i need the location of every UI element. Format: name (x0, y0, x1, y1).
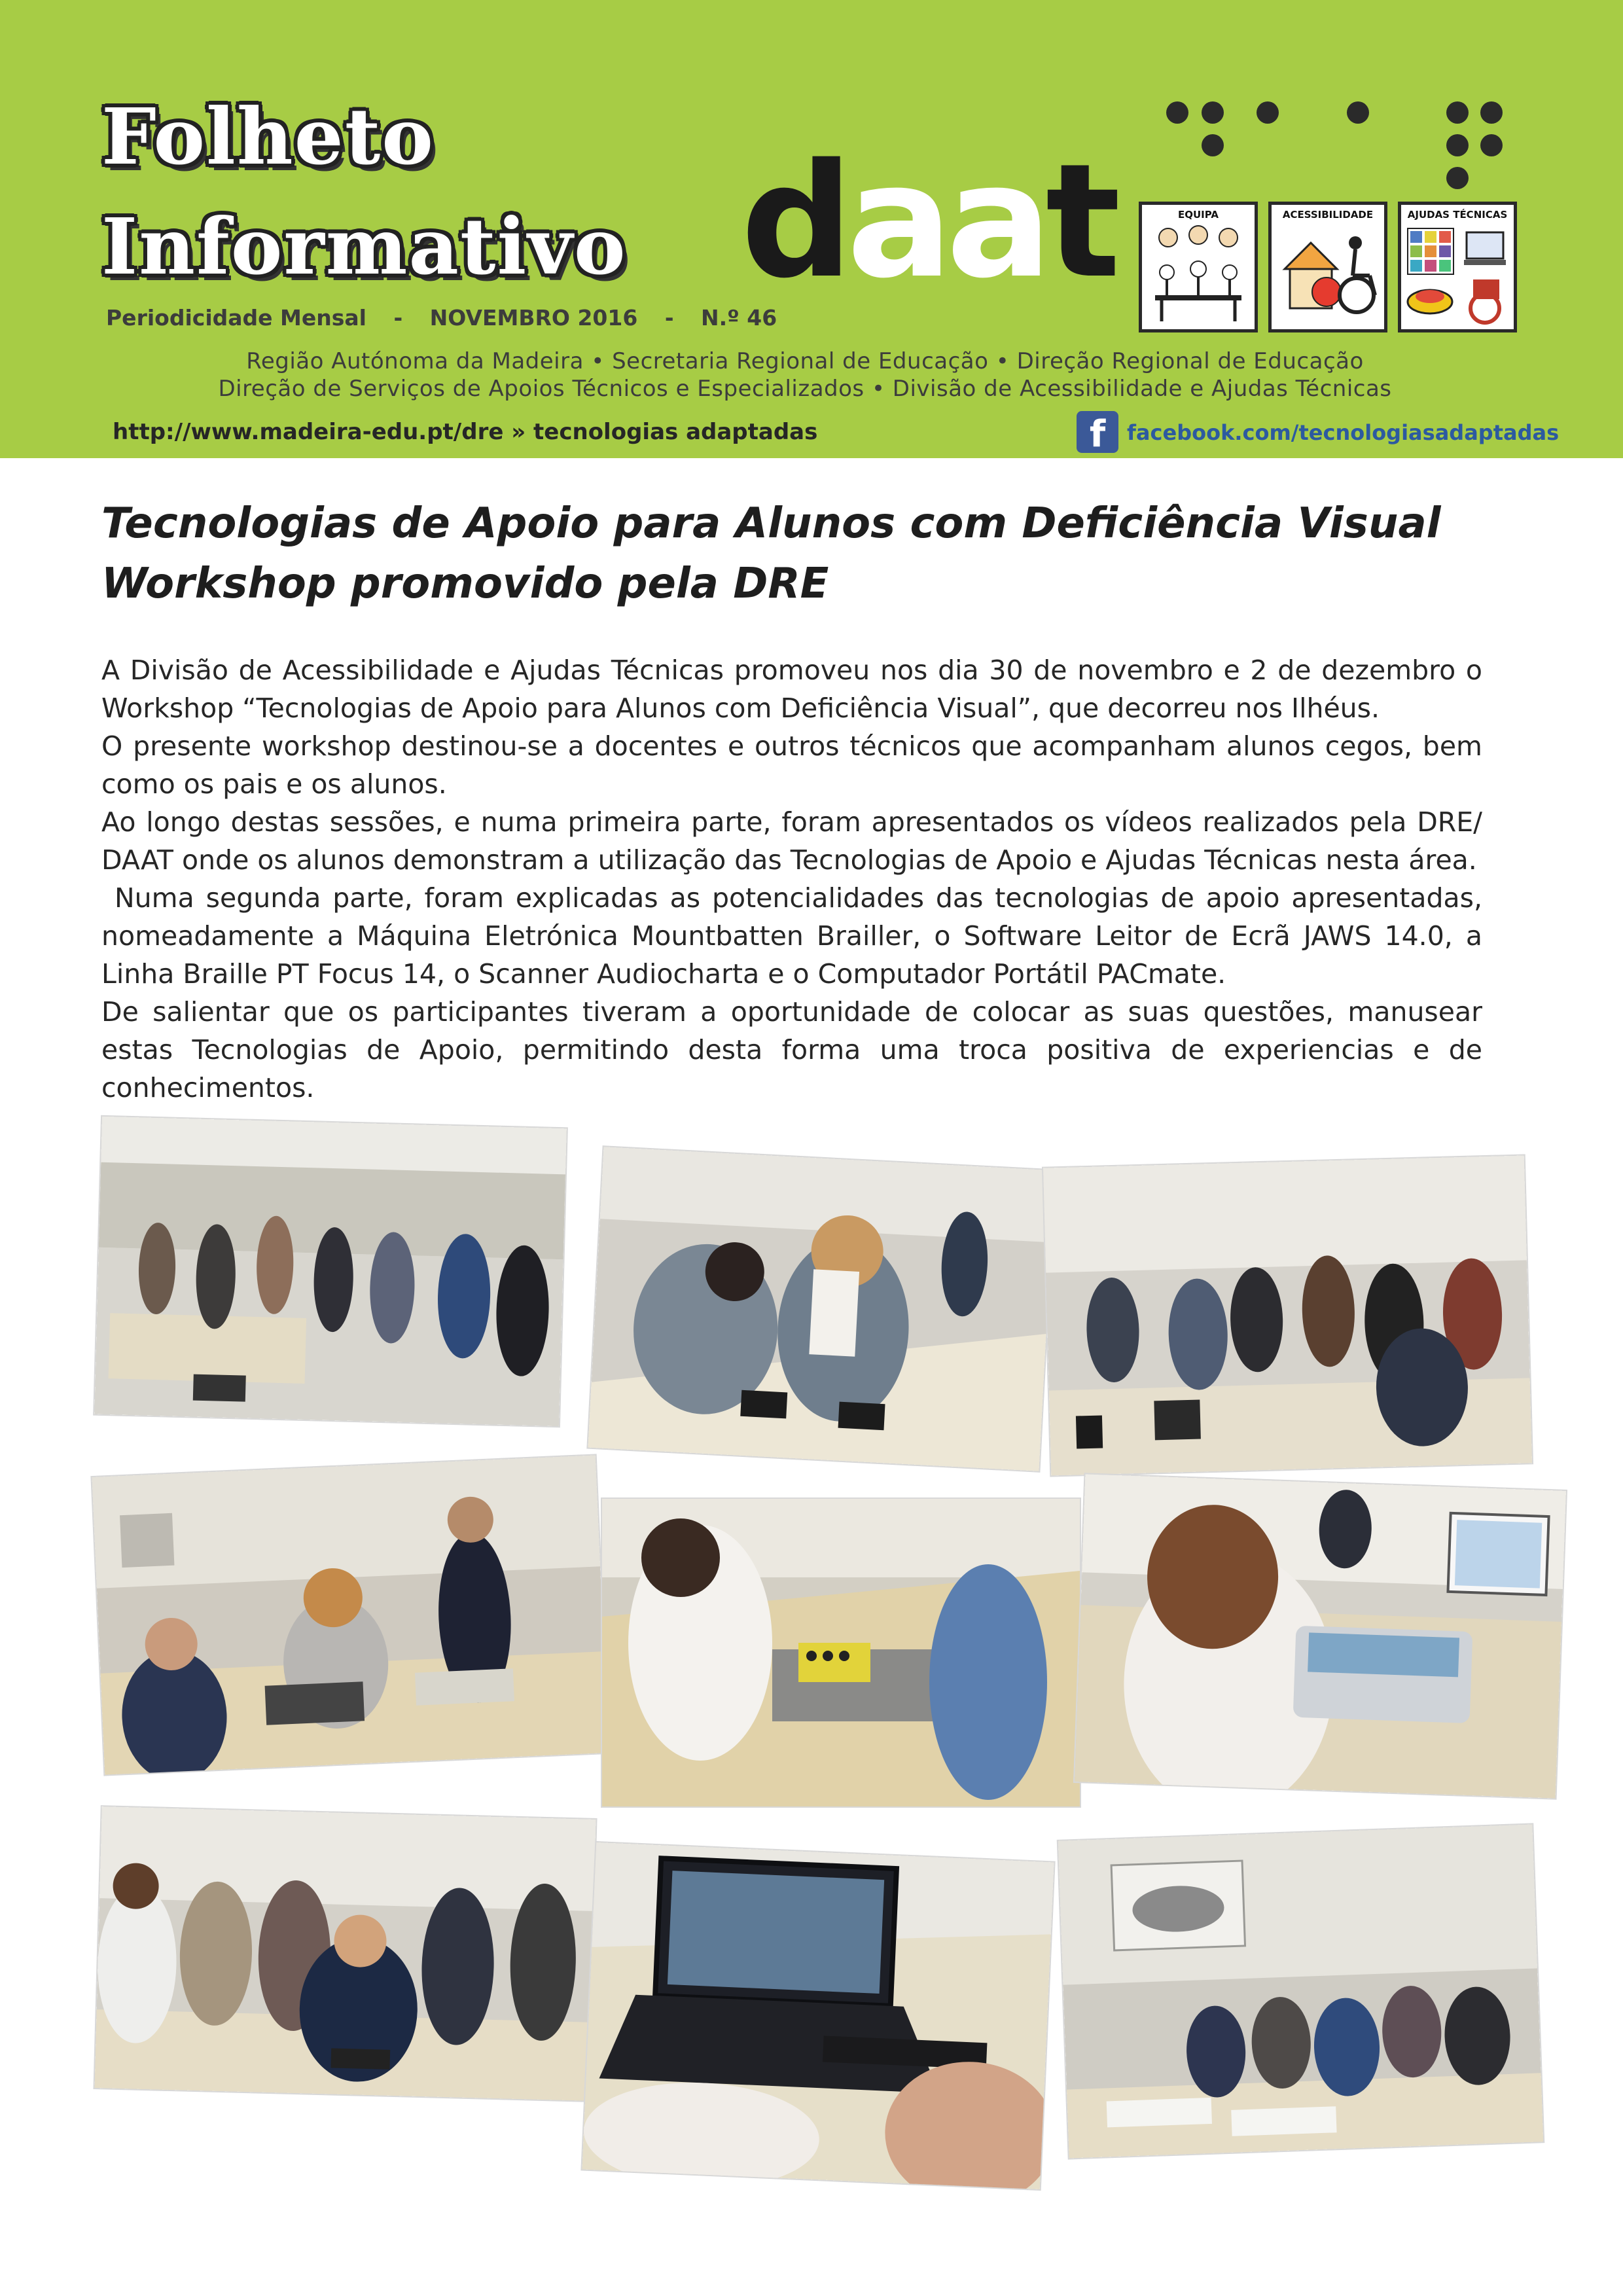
periodicity-line (106, 305, 796, 331)
photo-group-seated (1043, 1155, 1532, 1475)
facebook-link[interactable]: facebook.com/tecnologiasadaptadas (1127, 420, 1560, 445)
separator: - (664, 305, 674, 331)
panel-equipa: EQUIPA (1139, 202, 1258, 332)
photo-projection-audience (1058, 1824, 1543, 2158)
article-paragraph: Numa segunda parte, foram explicadas as potencialidades das tecnologias de apoio apresentadas, nomeadamente a Máquina Eletrónica Mountbatten Brailler, o Software Leitor de Ecrã JAWS 14.0, a Linha Braille PT Focus 14, o Scanner Audiocharta e o Computador Portátil PACmate. (101, 882, 1482, 990)
facebook-icon[interactable]: f (1077, 411, 1118, 453)
panel-ajudas-tecnicas: AJUDAS TÉCNICAS (1398, 202, 1517, 332)
photo-women-at-table (588, 1147, 1054, 1471)
separator: - (393, 305, 403, 331)
team-icon (1142, 223, 1255, 329)
photo-group-standing (94, 1117, 567, 1426)
article-title-line-1: Tecnologias de Apoio para Alunos com Deficiência Visual (101, 499, 1441, 548)
daat-logo: daat (741, 130, 1115, 313)
panel-acessibilidade: ACESSIBILIDADE (1268, 202, 1387, 332)
photo-laptop-braille-line (582, 1842, 1054, 2189)
article-paragraph: De salientar que os participantes tiveram a oportunidade de colocar as suas questões, manusear estas Tecnologias de Apoio, permitindo desta forma uma troca positiva de experiencias e de conhecimentos. (101, 996, 1482, 1103)
article-paragraph: Ao longo destas sessões, e numa primeira parte, foram apresentados os vídeos realizados pela DRE/ DAAT onde os alunos demonstram a utilização das Tecnologias de Apoio e Ajudas Técnicas nesta área. (101, 806, 1482, 876)
technical-aids-icon (1401, 223, 1514, 329)
photo-brailler-demo (92, 1455, 608, 1774)
organizations-line-1: Região Autónoma da Madeira • Secretaria Regional de Educação • Direção Regional de Educação (246, 348, 1364, 374)
article-paragraph: A Divisão de Acessibilidade e Ajudas Técnicas promoveu nos dia 30 de novembro e 2 de dezembro o Workshop “Tecnologias de Apoio para Alunos com Deficiência Visual”, que decorreu nos Ilhéus. (101, 655, 1482, 724)
photo-participants-smiling (95, 1806, 596, 2101)
accessibility-icon (1272, 223, 1384, 329)
photo-hands-on-brailler (602, 1499, 1080, 1806)
brand-title-line-2: Informativo (101, 201, 627, 292)
organizations-line-2: Direção de Serviços de Apoios Técnicos e Especializados • Divisão de Acessibilidade e Ajudas Técnicas (218, 376, 1392, 402)
article-body (101, 651, 1482, 1107)
article-title-line-2: Workshop promovido pela DRE (101, 560, 829, 608)
edition-month: NOVEMBRO 2016 (429, 305, 638, 331)
brand-title-line-1: Folheto (101, 91, 435, 182)
article-paragraph: O presente workshop destinou-se a docentes e outros técnicos que acompanham alunos cegos, bem como os pais e os alunos. (101, 730, 1482, 800)
website-link[interactable]: http://www.madeira-edu.pt/dre » tecnologias adaptadas (113, 419, 818, 445)
header-band (0, 0, 1623, 458)
issue-number: N.º 46 (701, 305, 777, 331)
photo-scanner-demo (1075, 1474, 1566, 1798)
periodicity-label: Periodicidade Mensal (106, 305, 366, 331)
